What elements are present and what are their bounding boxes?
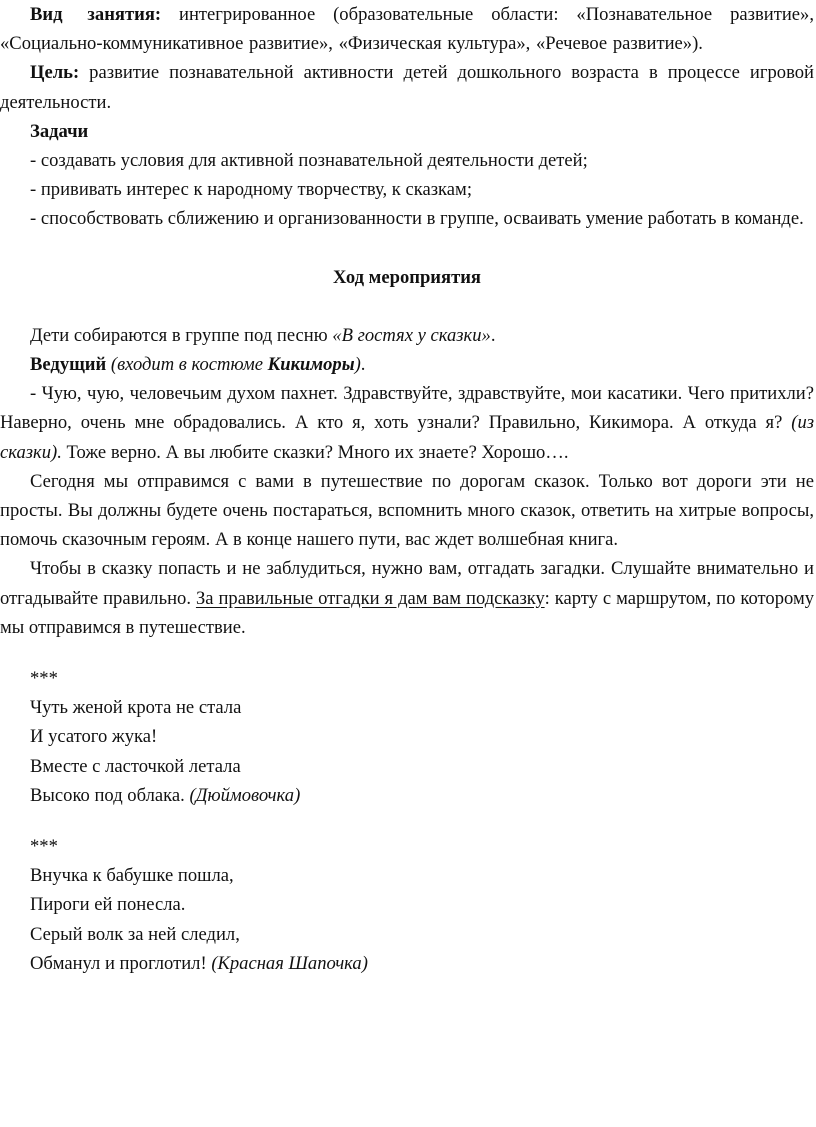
spacer [0, 642, 814, 664]
task-item: - способствовать сближению и организованности в группе, осваивать умение работать в команде. [30, 208, 804, 230]
lesson-type-paragraph [0, 0, 814, 58]
riddle-line-text: Обманул и проглотил! [30, 952, 212, 974]
gather-period: . [490, 324, 496, 346]
host-period: . [360, 354, 366, 376]
host-note-close: ) [354, 354, 361, 376]
speech1-note: (из сказки). [0, 412, 814, 463]
riddle-line: Внучка к бабушке пошла, [30, 865, 234, 887]
riddle-block [0, 664, 814, 810]
task-item: - прививать интерес к народному творчеству, к сказкам; [30, 179, 472, 201]
riddle-last-line [30, 949, 814, 978]
riddle-block [0, 832, 814, 978]
speech-paragraph-1 [0, 379, 814, 467]
riddle-marker: *** [30, 836, 58, 858]
speech1-text-b: Тоже верно. А вы любите сказки? Много их знаете? Хорошо…. [61, 441, 569, 463]
lesson-type-label: Вид занятия: [30, 4, 162, 25]
speech3-underlined: За правильные отгадки я дам вам подсказку [195, 587, 545, 609]
riddle-marker: *** [30, 668, 58, 690]
riddle-line: И усатого жука! [30, 726, 158, 748]
song-title: «В гостях у сказки» [332, 324, 491, 346]
riddle-line: Вместе с ласточкой летала [30, 755, 241, 777]
section-title: Ход мероприятия [333, 266, 481, 288]
host-line [0, 350, 814, 379]
host-note-open: (входит в костюме [106, 354, 268, 376]
speech3-text-a: Чтобы в сказку попасть и не заблудиться, нужно вам, отгадать загадки. Слушайте внимательно и отгадывайте правильно. [0, 558, 814, 609]
spacer [0, 810, 814, 832]
riddle-line: Пироги ей понесла. [30, 894, 186, 916]
speech1-text-a: - Чую, чую, человечьим духом пахнет. Здравствуйте, здравствуйте, мои касатики. Чего притихли? Наверно, очень мне обрадовались. А кто я, хоть узнали? Правильно, Кикимора. А откуда я? [0, 383, 814, 434]
children-gather-paragraph [0, 321, 814, 350]
riddle-answer: (Дюймовочка) [189, 784, 301, 806]
task-item: - создавать условия для активной познавательной деятельности детей; [30, 150, 588, 172]
riddle-line: Серый волк за ней следил, [30, 923, 240, 945]
goal-label: Цель: [30, 62, 80, 84]
goal-paragraph [0, 58, 814, 116]
host-character: Кикиморы [267, 354, 355, 376]
riddle-line-text: Высоко под облака. [30, 784, 190, 806]
tasks-heading: Задачи [30, 120, 89, 142]
riddle-answer: (Красная Шапочка) [211, 952, 368, 974]
gather-text: Дети собираются в группе под песню [30, 324, 333, 346]
host-label: Ведущий [30, 354, 107, 376]
speech-paragraph-2: Сегодня мы отправимся с вами в путешествие по дорогам сказок. Только вот дороги эти не просты. Вы должны будете очень постараться, вспомнить много сказок, ответить на хитрые вопросы, помочь сказочным героям. А в конце нашего пути, вас ждет волшебная книга. [0, 470, 814, 551]
lesson-type-text: интегрированное (образовательные области: «Познавательное развитие», «Социально-коммуникативное развитие», «Физическая культура», «Речевое развитие»). [0, 4, 814, 55]
riddle-last-line [30, 781, 814, 810]
speech3-text-b: : карту с маршрутом, по которому мы отправимся в путешествие. [0, 587, 815, 638]
speech-paragraph-3 [0, 554, 814, 642]
riddle-line: Чуть женой крота не стала [30, 697, 242, 719]
spacer [0, 292, 814, 321]
goal-text: развитие познавательной активности детей дошкольного возраста в процессе игровой деятельности. [0, 62, 814, 113]
spacer [0, 234, 814, 263]
